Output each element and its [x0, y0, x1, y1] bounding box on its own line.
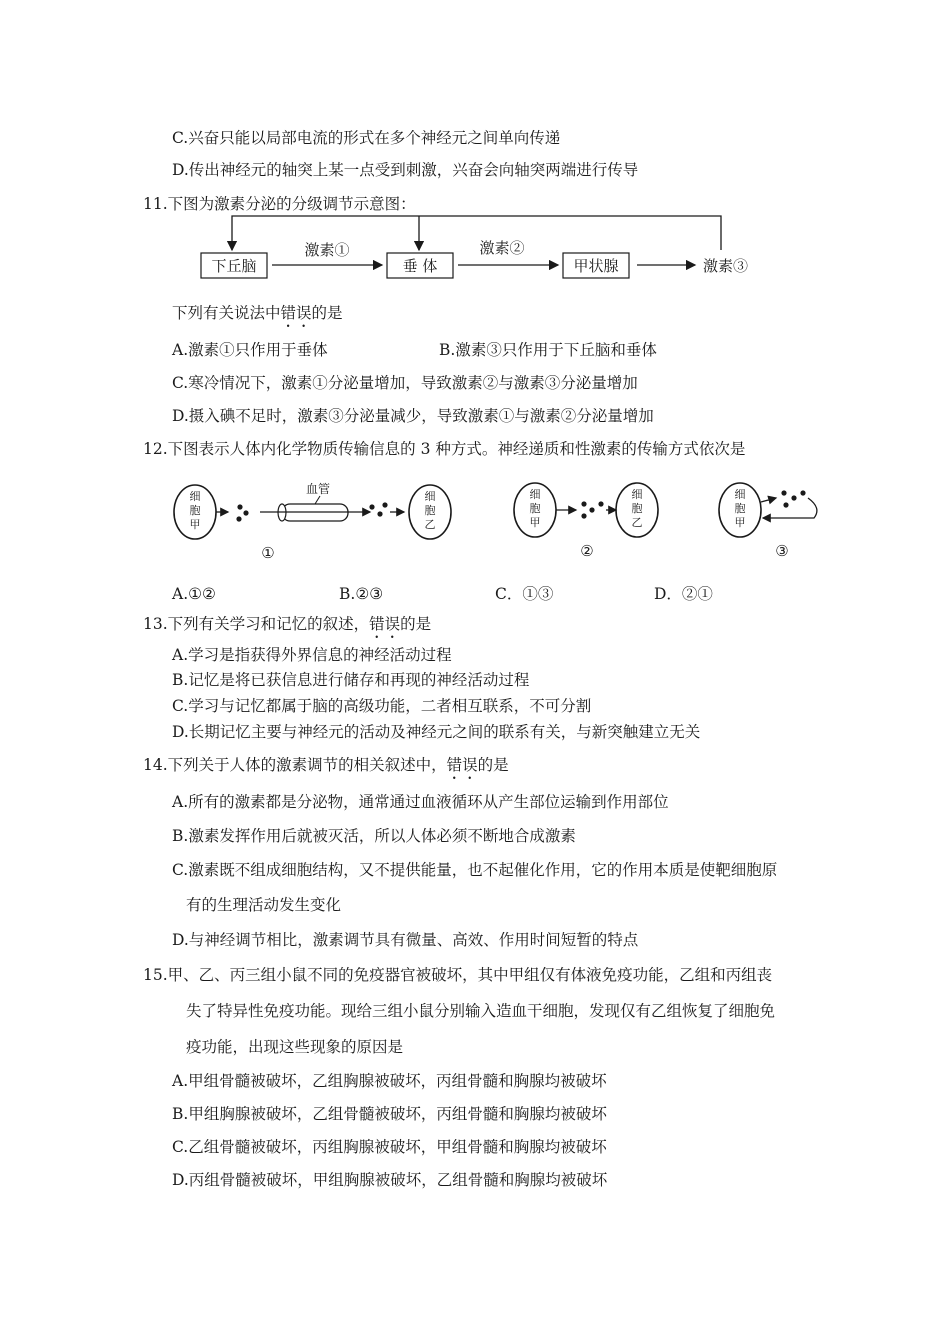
svg-text:胞: 胞: [424, 504, 436, 517]
svg-text:乙: 乙: [631, 516, 643, 529]
q15-option-b: B.甲组胸腺被破坏，乙组骨髓被破坏，丙组骨髓和胸腺均被破坏: [172, 1105, 607, 1123]
label-hormone-2: 激素②: [479, 239, 525, 257]
q14-stem: 14.下列关于人体的激素调节的相关叙述中，错误的是: [143, 756, 509, 774]
q12-option-b: B.②③: [339, 585, 384, 603]
q11-question: 下列有关说法中错误的是: [172, 304, 343, 322]
vessel-label: 血管: [305, 482, 331, 496]
q14-option-c-line1: C.激素既不组成细胞结构，又不提供能量，也不起催化作用，它的作用本质是使靶细胞原: [172, 861, 778, 879]
q14-option-d: D.与神经调节相比，激素调节具有微量、高效、作用时间短暂的特点: [172, 931, 639, 949]
q13-option-c: C.学习与记忆都属于脑的高级功能，二者相互联系，不可分割: [172, 697, 592, 715]
svg-text:胞: 胞: [734, 502, 746, 515]
q12-stem: 12.下图表示人体内化学物质传输信息的 3 种方式。神经递质和性激素的传输方式依次是: [143, 440, 746, 458]
svg-text:甲: 甲: [734, 516, 746, 529]
svg-text:胞: 胞: [631, 502, 643, 515]
q14-option-b: B.激素发挥作用后就被灭活，所以人体必须不断地合成激素: [172, 827, 576, 845]
q13-option-d: D.长期记忆主要与神经元的活动及神经元之间的联系有关，与新突触建立无关: [172, 723, 701, 741]
q11-option-c: C.寒冷情况下，激素①分泌量增加，导致激素②与激素③分泌量增加: [172, 374, 638, 392]
q11-hormone-regulation-diagram: [190, 210, 780, 285]
mode-1-number: ①: [261, 544, 275, 562]
q11-stem: 11.下图为激素分泌的分级调节示意图：: [143, 195, 416, 213]
mode-2-synaptic: [514, 483, 658, 560]
box-thyroid-label: 甲状腺: [573, 257, 619, 275]
q14-option-c-line2: 有的生理活动发生变化: [186, 896, 342, 914]
mode-3-autocrine: [719, 483, 817, 560]
q15-stem-line2: 失了特异性免疫功能。现给三组小鼠分别输入造血干细胞，发现仅有乙组恢复了细胞免: [186, 1002, 776, 1020]
q13-option-b: B.记忆是将已获信息进行储存和再现的神经活动过程: [172, 671, 530, 689]
label-hormone-3: 激素③: [703, 257, 749, 275]
svg-text:胞: 胞: [529, 502, 541, 515]
q15-option-a: A.甲组骨髓被破坏，乙组胸腺被破坏，丙组骨髓和胸腺均被破坏: [172, 1072, 607, 1090]
mode-3-number: ③: [775, 542, 789, 560]
q13-stem: 13.下列有关学习和记忆的叙述，错误的是: [143, 615, 432, 633]
box-pituitary-label: 垂 体: [402, 257, 438, 275]
svg-text:细: 细: [189, 490, 201, 503]
q15-stem-line1: 15.甲、乙、丙三组小鼠不同的免疫器官被破坏，其中甲组仅有体液免疫功能，乙组和丙组丧: [143, 966, 773, 984]
q11-option-b: B.激素③只作用于下丘脑和垂体: [439, 341, 657, 359]
q11-option-a: A.激素①只作用于垂体: [172, 341, 328, 359]
svg-text:细: 细: [529, 488, 541, 501]
q12-option-a: A.①②: [172, 585, 216, 603]
q12-option-d: D．②①: [654, 585, 713, 603]
svg-text:乙: 乙: [424, 518, 436, 531]
svg-text:胞: 胞: [189, 504, 201, 517]
q15-option-c: C.乙组骨髓被破坏，丙组胸腺被破坏，甲组骨髓和胸腺均被破坏: [172, 1138, 607, 1156]
mode-1-endocrine: [174, 482, 451, 562]
svg-text:细: 细: [424, 490, 436, 503]
svg-text:甲: 甲: [189, 518, 201, 531]
svg-text:细: 细: [631, 488, 643, 501]
svg-text:甲: 甲: [529, 516, 541, 529]
q11-option-d: D.摄入碘不足时，激素③分泌量减少，导致激素①与激素②分泌量增加: [172, 407, 654, 425]
svg-text:细: 细: [734, 488, 746, 501]
q15-option-d: D.丙组骨髓被破坏，甲组胸腺被破坏，乙组骨髓和胸腺均被破坏: [172, 1171, 608, 1189]
q12-signal-transmission-figure: [160, 474, 830, 566]
q13-option-a: A.学习是指获得外界信息的神经活动过程: [172, 646, 452, 664]
q15-stem-line3: 疫功能，出现这些现象的原因是: [186, 1038, 404, 1056]
q10-option-c: C.兴奋只能以局部电流的形式在多个神经元之间单向传递: [172, 129, 561, 147]
mode-2-number: ②: [580, 542, 594, 560]
q12-option-c: C．①③: [495, 585, 554, 603]
box-hypothalamus-label: 下丘脑: [211, 257, 257, 275]
q10-option-d: D.传出神经元的轴突上某一点受到刺激，兴奋会向轴突两端进行传导: [172, 161, 639, 179]
label-hormone-1: 激素①: [304, 241, 350, 259]
q14-option-a: A.所有的激素都是分泌物，通常通过血液循环从产生部位运输到作用部位: [172, 793, 669, 811]
